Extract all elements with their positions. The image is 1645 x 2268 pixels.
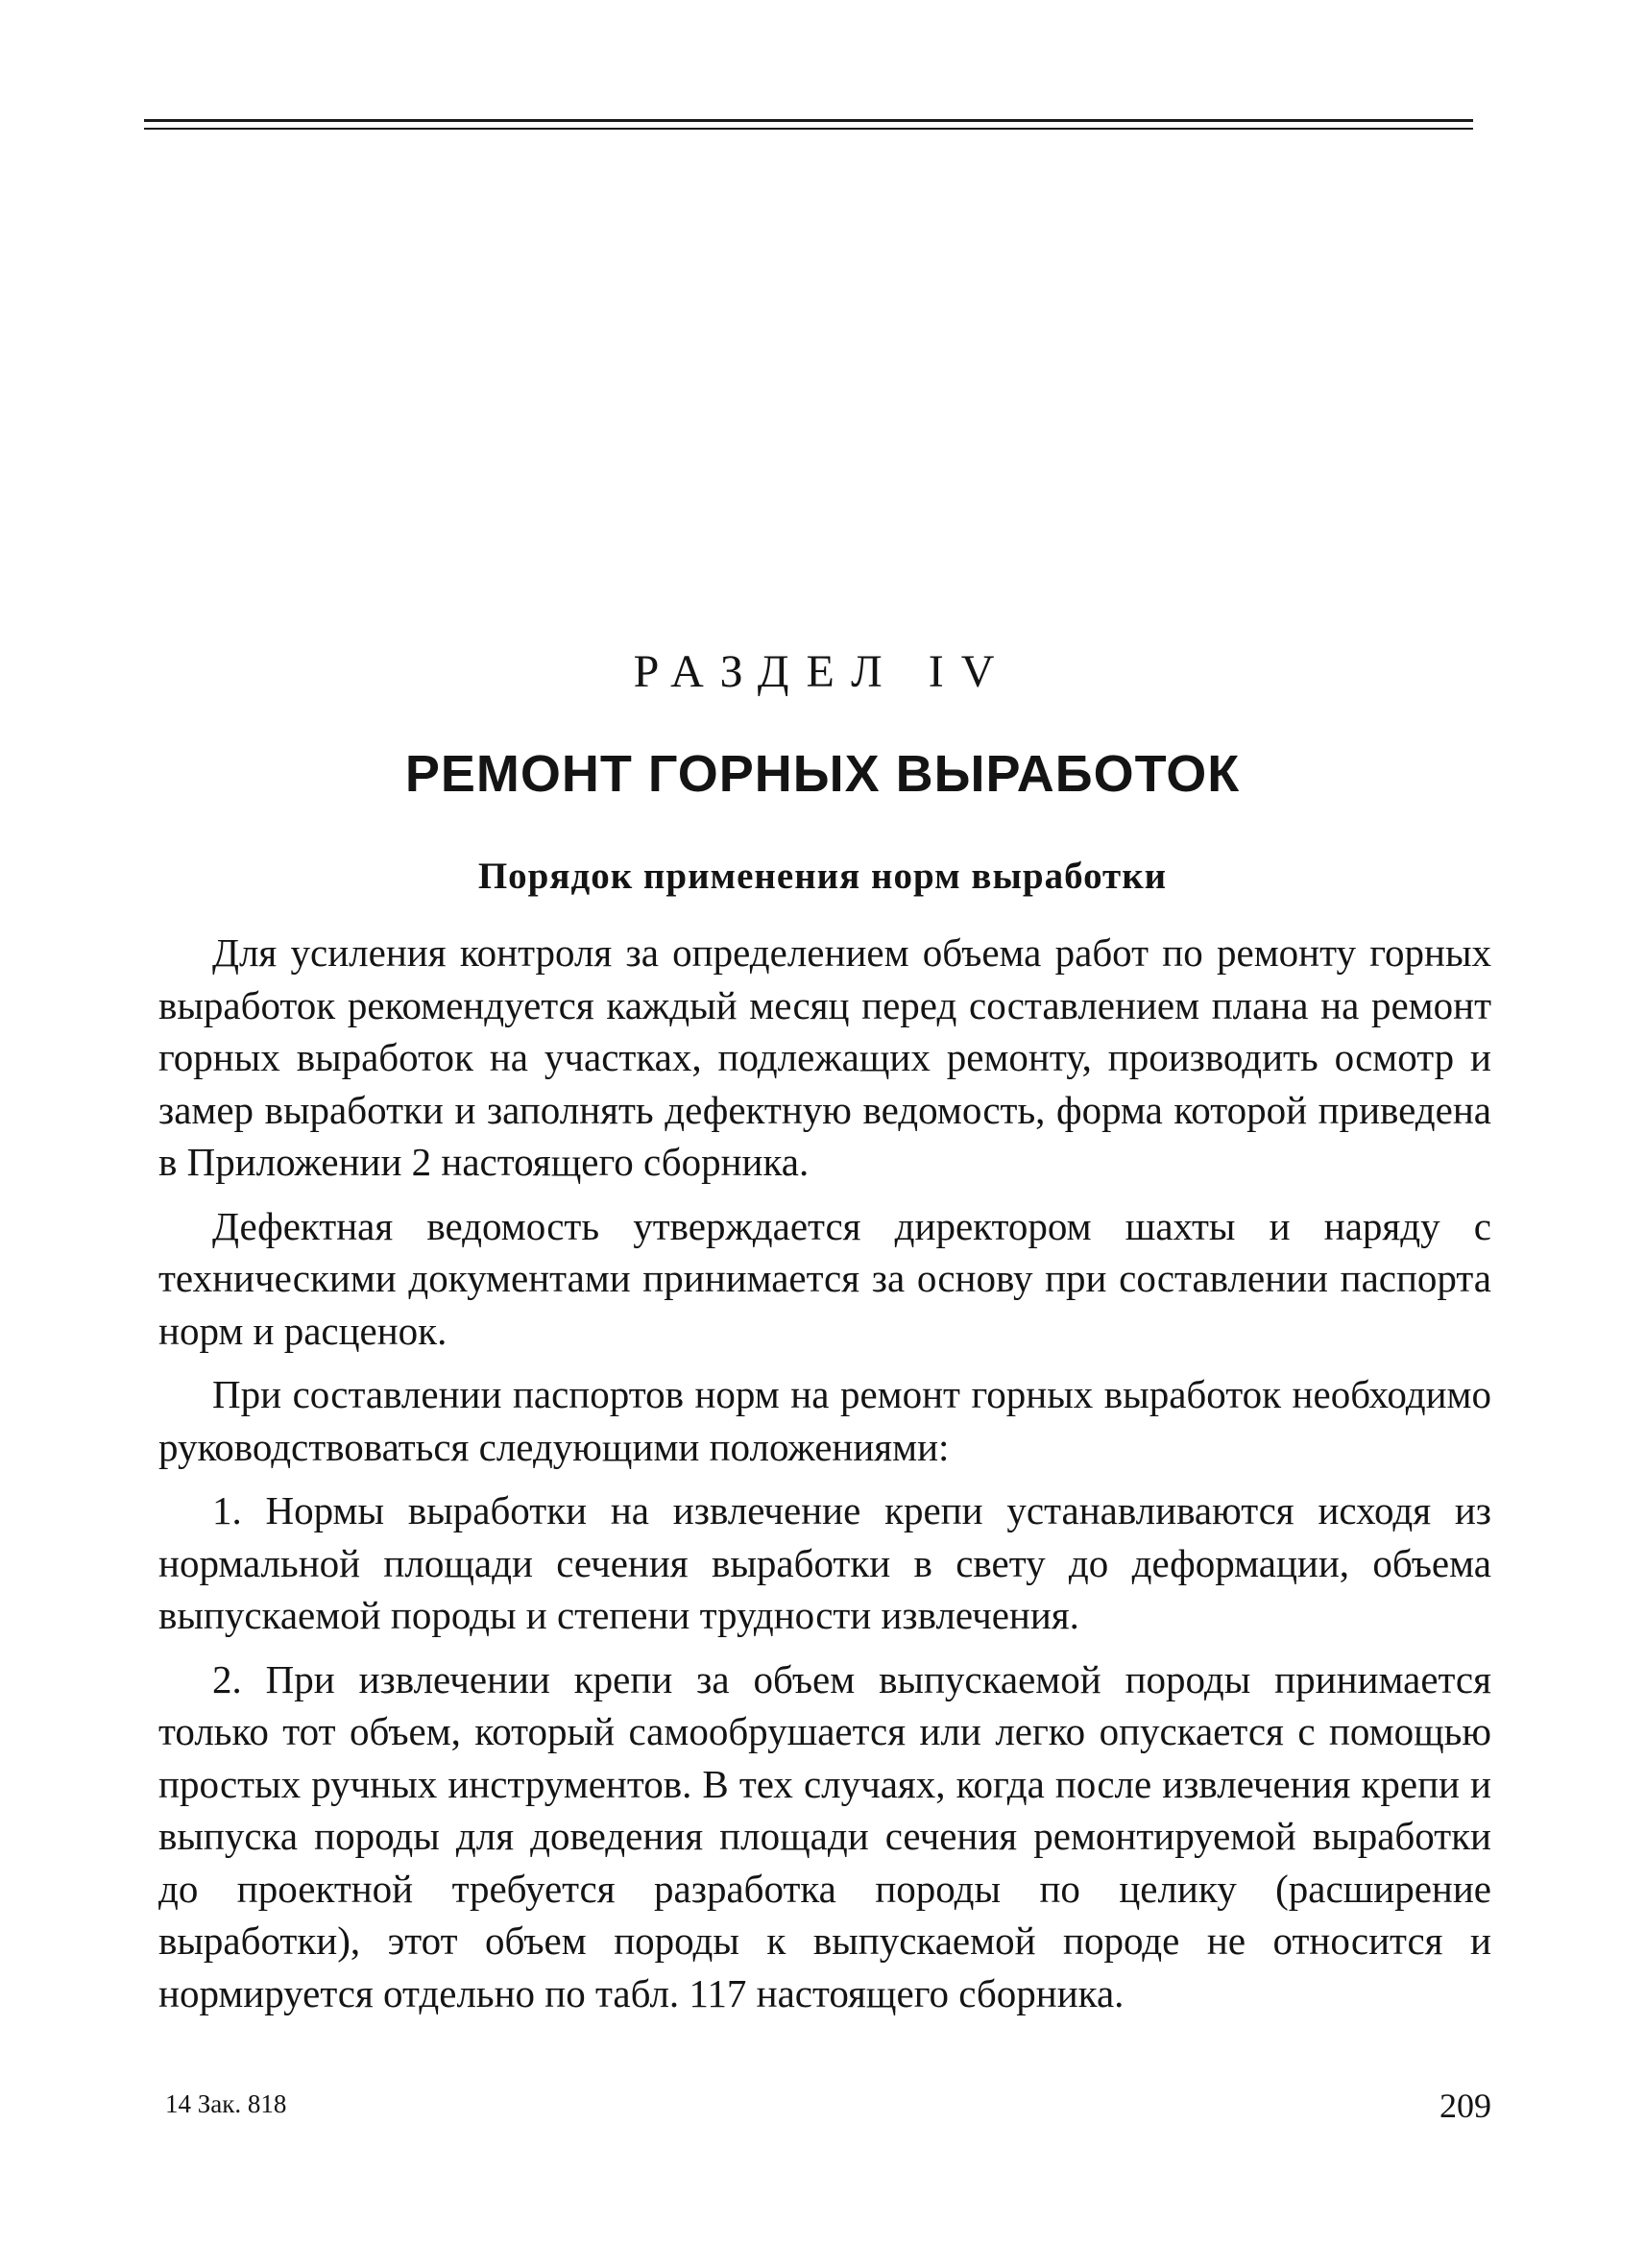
subsection-title: Порядок применения норм выработки	[477, 856, 1168, 897]
rule-line-lower	[144, 128, 1473, 130]
section-title: РЕМОНТ ГОРНЫХ ВЫРАБОТОК	[404, 745, 1241, 803]
paragraph-intro: Для усиления контроля за определением объема работ по ремонту горных выработок рекомендуется каждый месяц перед составлением плана на ремонт горных выработок на участках, подлежащих ремонту, производить осмотр и замер выработки и заполнять дефектную ведомость, форма которой приведена в Приложении 2 настоящего сборника.	[158, 930, 1491, 1184]
body-text	[158, 927, 1491, 2031]
paragraph-rule-2: 2. При извлечении крепи за объем выпускаемой породы принимается только тот объем, который самообрушается или легко опускается с помощью простых ручных инструментов. В тех случаях, когда после извлечения крепи и выпуска породы для доведения площади сечения ремонтируемой выработки до проектной требуется разработка породы по целику (расширение выработки), этот объем породы к выпускаемой породе не относится и нормируется отдельно по табл. 117 настоящего сборника.	[158, 1656, 1491, 2015]
top-double-rule	[144, 119, 1473, 133]
section-label: РАЗДЕЛ IV	[633, 646, 1012, 697]
paragraph-passport-rules: При составлении паспортов норм на ремонт горных выработок необходимо руководствоваться следующими положениями:	[158, 1372, 1491, 1469]
rule-line-upper	[144, 119, 1473, 122]
paragraph-rule-1: 1. Нормы выработки на извлечение крепи устанавливаются исходя из нормальной площади сечения выработки в свету до деформации, объема выпускаемой породы и степени трудности извлечения.	[158, 1488, 1491, 1637]
page-number: 209	[1439, 2087, 1491, 2125]
paragraph-defect-sheet: Дефектная ведомость утверждается директором шахты и наряду с техническими документами принимается за основу при составлении паспорта норм и расценок.	[158, 1203, 1491, 1353]
printer-signature: 14 Зак. 818	[165, 2089, 287, 2118]
